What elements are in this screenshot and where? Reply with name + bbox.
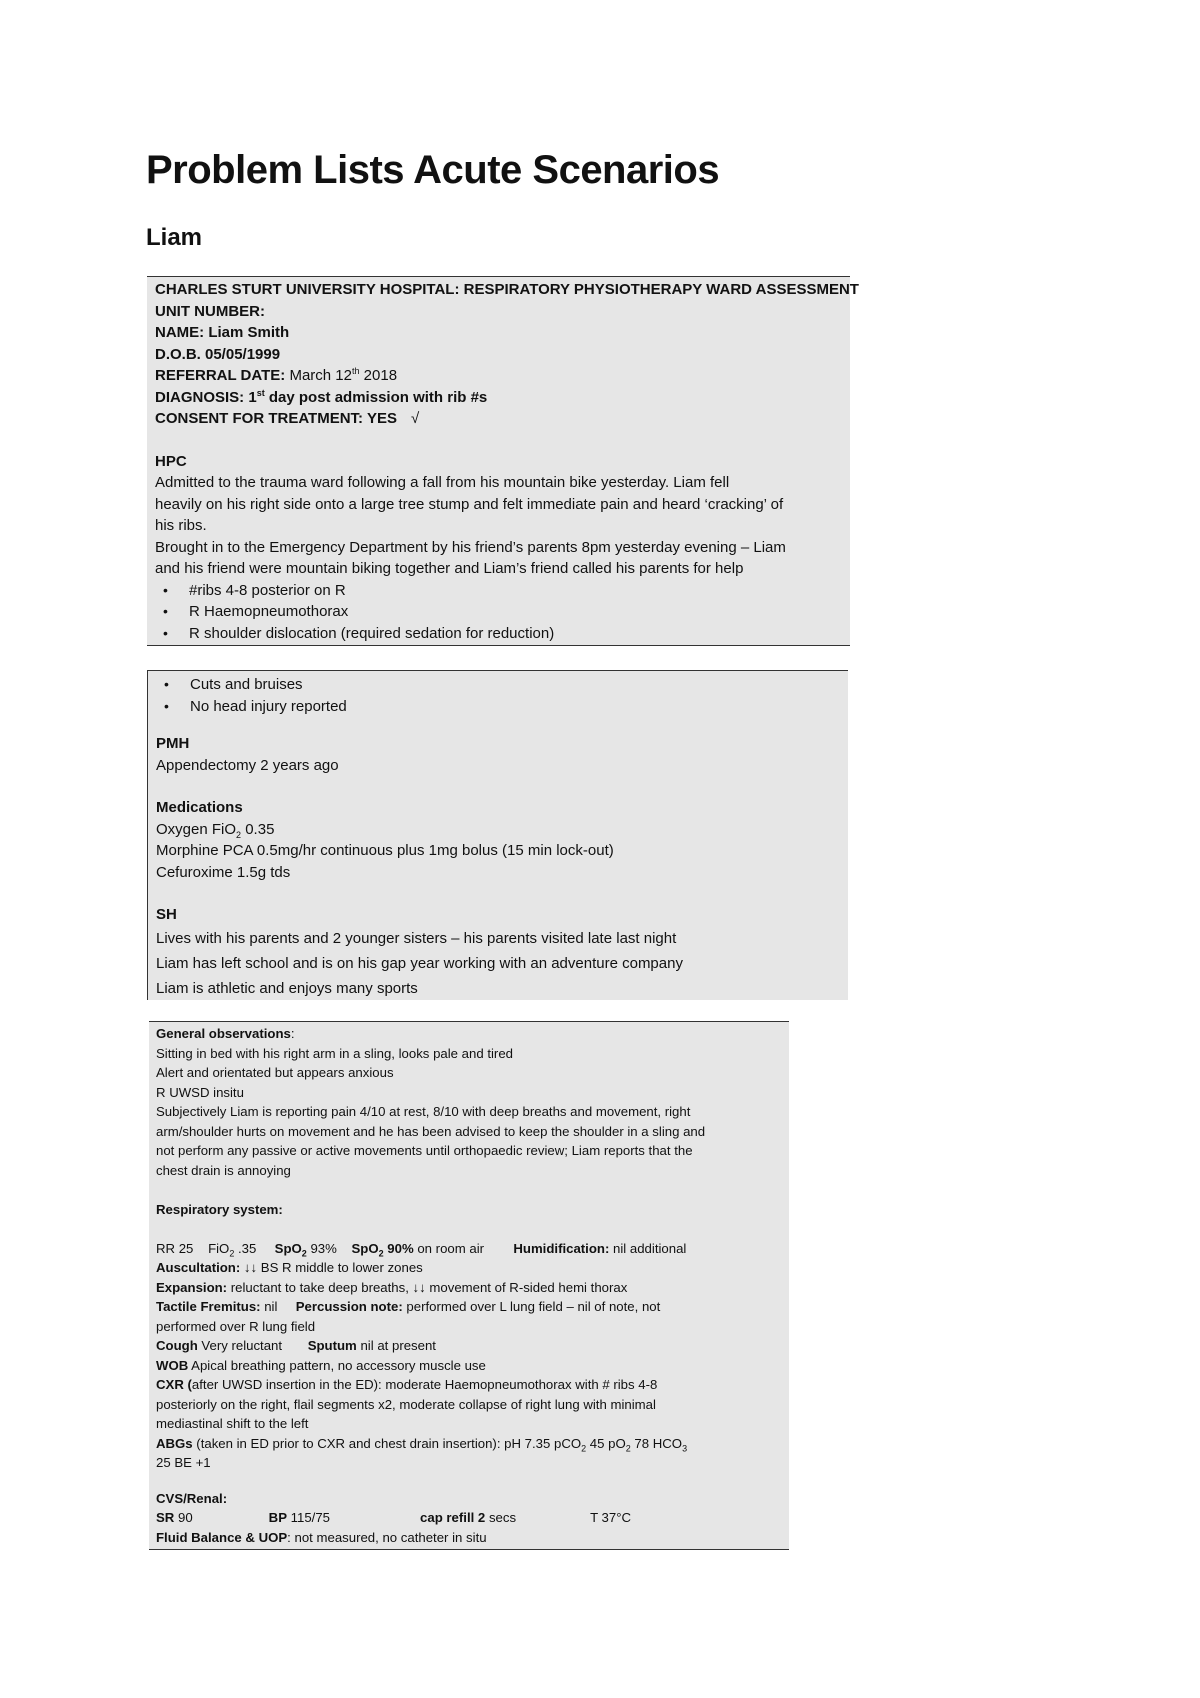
medication-cefuroxime: Cefuroxime 1.5g tds (156, 863, 291, 881)
auscultation-line: Auscultation: ↓↓ BS R middle to lower zones (156, 1260, 423, 1275)
cough-line: Cough Very reluctant Sputum nil at present (156, 1338, 436, 1353)
cvs-heading: CVS/Renal: (156, 1490, 228, 1506)
abgs-continued: 25 BE +1 (156, 1455, 211, 1470)
abgs-line: ABGs (taken in ED prior to CXR and chest drain insertion): pH 7.35 pCO$_2$ 45 $pO_2$ 78 $HCO_3$ (156, 1435, 688, 1454)
history-box (147, 670, 848, 1000)
pmh-heading: PMH (156, 735, 190, 752)
patient-dob: D.O.B. 05/05/1999 (155, 345, 281, 363)
medication-oxygen: Oxygen FiO$_2$ 0.35 (156, 820, 275, 840)
assessment-header-box (147, 276, 859, 646)
obs-line: Subjectively Liam is reporting pain 4/10 at rest, 8/10 with deep breaths and movement, right (156, 1104, 691, 1119)
checkmark-icon: √ (410, 410, 420, 427)
vitals-line: RR 25 FiO$_2$ .35 SpO$_2$ 93% SpO$_2$ 90% on room air Humidification: nil additional (156, 1240, 687, 1259)
tactile-line: Tactile Fremitus: nil Percussion note: performed over L lung field – nil of note, not (156, 1299, 661, 1314)
referral-date: REFERRAL DATE: March 12th 2018 (155, 366, 398, 384)
general-obs-heading: General observations: (156, 1026, 295, 1041)
patient-heading: Liam (146, 224, 203, 251)
hpc-line: and his friend were mountain biking together and Liam’s friend called his parents for help (155, 560, 744, 577)
obs-line: Alert and orientated but appears anxious (156, 1065, 394, 1080)
cxr-line: posteriorly on the right, flail segments x2, moderate collapse of right lung with minimal (156, 1396, 656, 1412)
cxr-line: mediastinal shift to the left (156, 1416, 309, 1431)
hpc-line: his ribs. (155, 517, 207, 534)
wob-line: WOB Apical breathing pattern, no accessory muscle use (156, 1357, 486, 1373)
medications-heading: Medications (156, 799, 243, 816)
hpc-line: heavily on his right side onto a large tree stump and felt immediate pain and heard ‘cracking’ of (155, 495, 784, 513)
respiratory-heading: Respiratory system: (156, 1201, 283, 1217)
obs-line: arm/shoulder hurts on movement and he has been advised to keep the shoulder in a sling and (156, 1123, 706, 1139)
obs-line: chest drain is annoying (156, 1162, 291, 1178)
obs-line: R UWSD insitu (156, 1084, 244, 1100)
pmh-text: Appendectomy 2 years ago (156, 756, 339, 774)
unit-number: UNIT NUMBER: (155, 302, 265, 320)
patient-name: NAME: Liam Smith (155, 324, 290, 341)
expansion-line: Expansion: reluctant to take deep breaths, ↓↓ movement of R-sided hemi thorax (156, 1279, 628, 1295)
percussion-continued: performed over R lung field (156, 1318, 316, 1334)
injury-list (155, 580, 842, 645)
sh-heading: SH (156, 906, 177, 923)
list-item: • Cuts and bruises (156, 674, 840, 696)
hpc-heading: HPC (155, 452, 187, 470)
hospital-line: CHARLES STURT UNIVERSITY HOSPITAL: RESPIRATORY PHYSIOTHERAPY WARD ASSESSMENT (155, 281, 859, 298)
sh-line: Liam has left school and is on his gap year working with an adventure company (156, 954, 683, 972)
list-item: • R Haemopneumothorax (155, 601, 842, 623)
cxr-line: CXR (after UWSD insertion in the ED): moderate Haemopneumothorax with # ribs 4-8 (156, 1377, 658, 1392)
obs-line: Sitting in bed with his right arm in a sling, looks pale and tired (156, 1045, 513, 1061)
list-item: • No head injury reported (156, 696, 840, 718)
observations-box (149, 1021, 789, 1550)
sh-line: Lives with his parents and 2 younger sisters – his parents visited late last night (156, 929, 677, 947)
list-item: • R shoulder dislocation (required sedation for reduction) (155, 623, 842, 645)
medication-morphine: Morphine PCA 0.5mg/hr continuous plus 1mg bolus (15 min lock-out) (156, 842, 614, 859)
list-item: • #ribs 4-8 posterior on R (155, 580, 842, 602)
hpc-line: Admitted to the trauma ward following a fall from his mountain bike yesterday. Liam fell (155, 474, 730, 491)
hpc-line: Brought in to the Emergency Department by his friend’s parents 8pm yesterday evening – Liam (155, 538, 786, 556)
obs-line: not perform any passive or active movements until orthopaedic review; Liam reports that the (156, 1143, 693, 1158)
diagnosis: DIAGNOSIS: 1st day post admission with rib #s (155, 387, 488, 406)
sh-line: Liam is athletic and enjoys many sports (156, 979, 418, 997)
injury-list-continued (156, 674, 840, 717)
page-title: Problem Lists Acute Scenarios (146, 148, 720, 192)
consent: CONSENT FOR TREATMENT: YES √ (155, 408, 842, 430)
cvs-line: SR 90 BP 115/75 cap refill 2 secs T 37°C (156, 1510, 632, 1525)
fluid-balance-line: Fluid Balance & UOP: not measured, no catheter in situ (156, 1529, 487, 1545)
